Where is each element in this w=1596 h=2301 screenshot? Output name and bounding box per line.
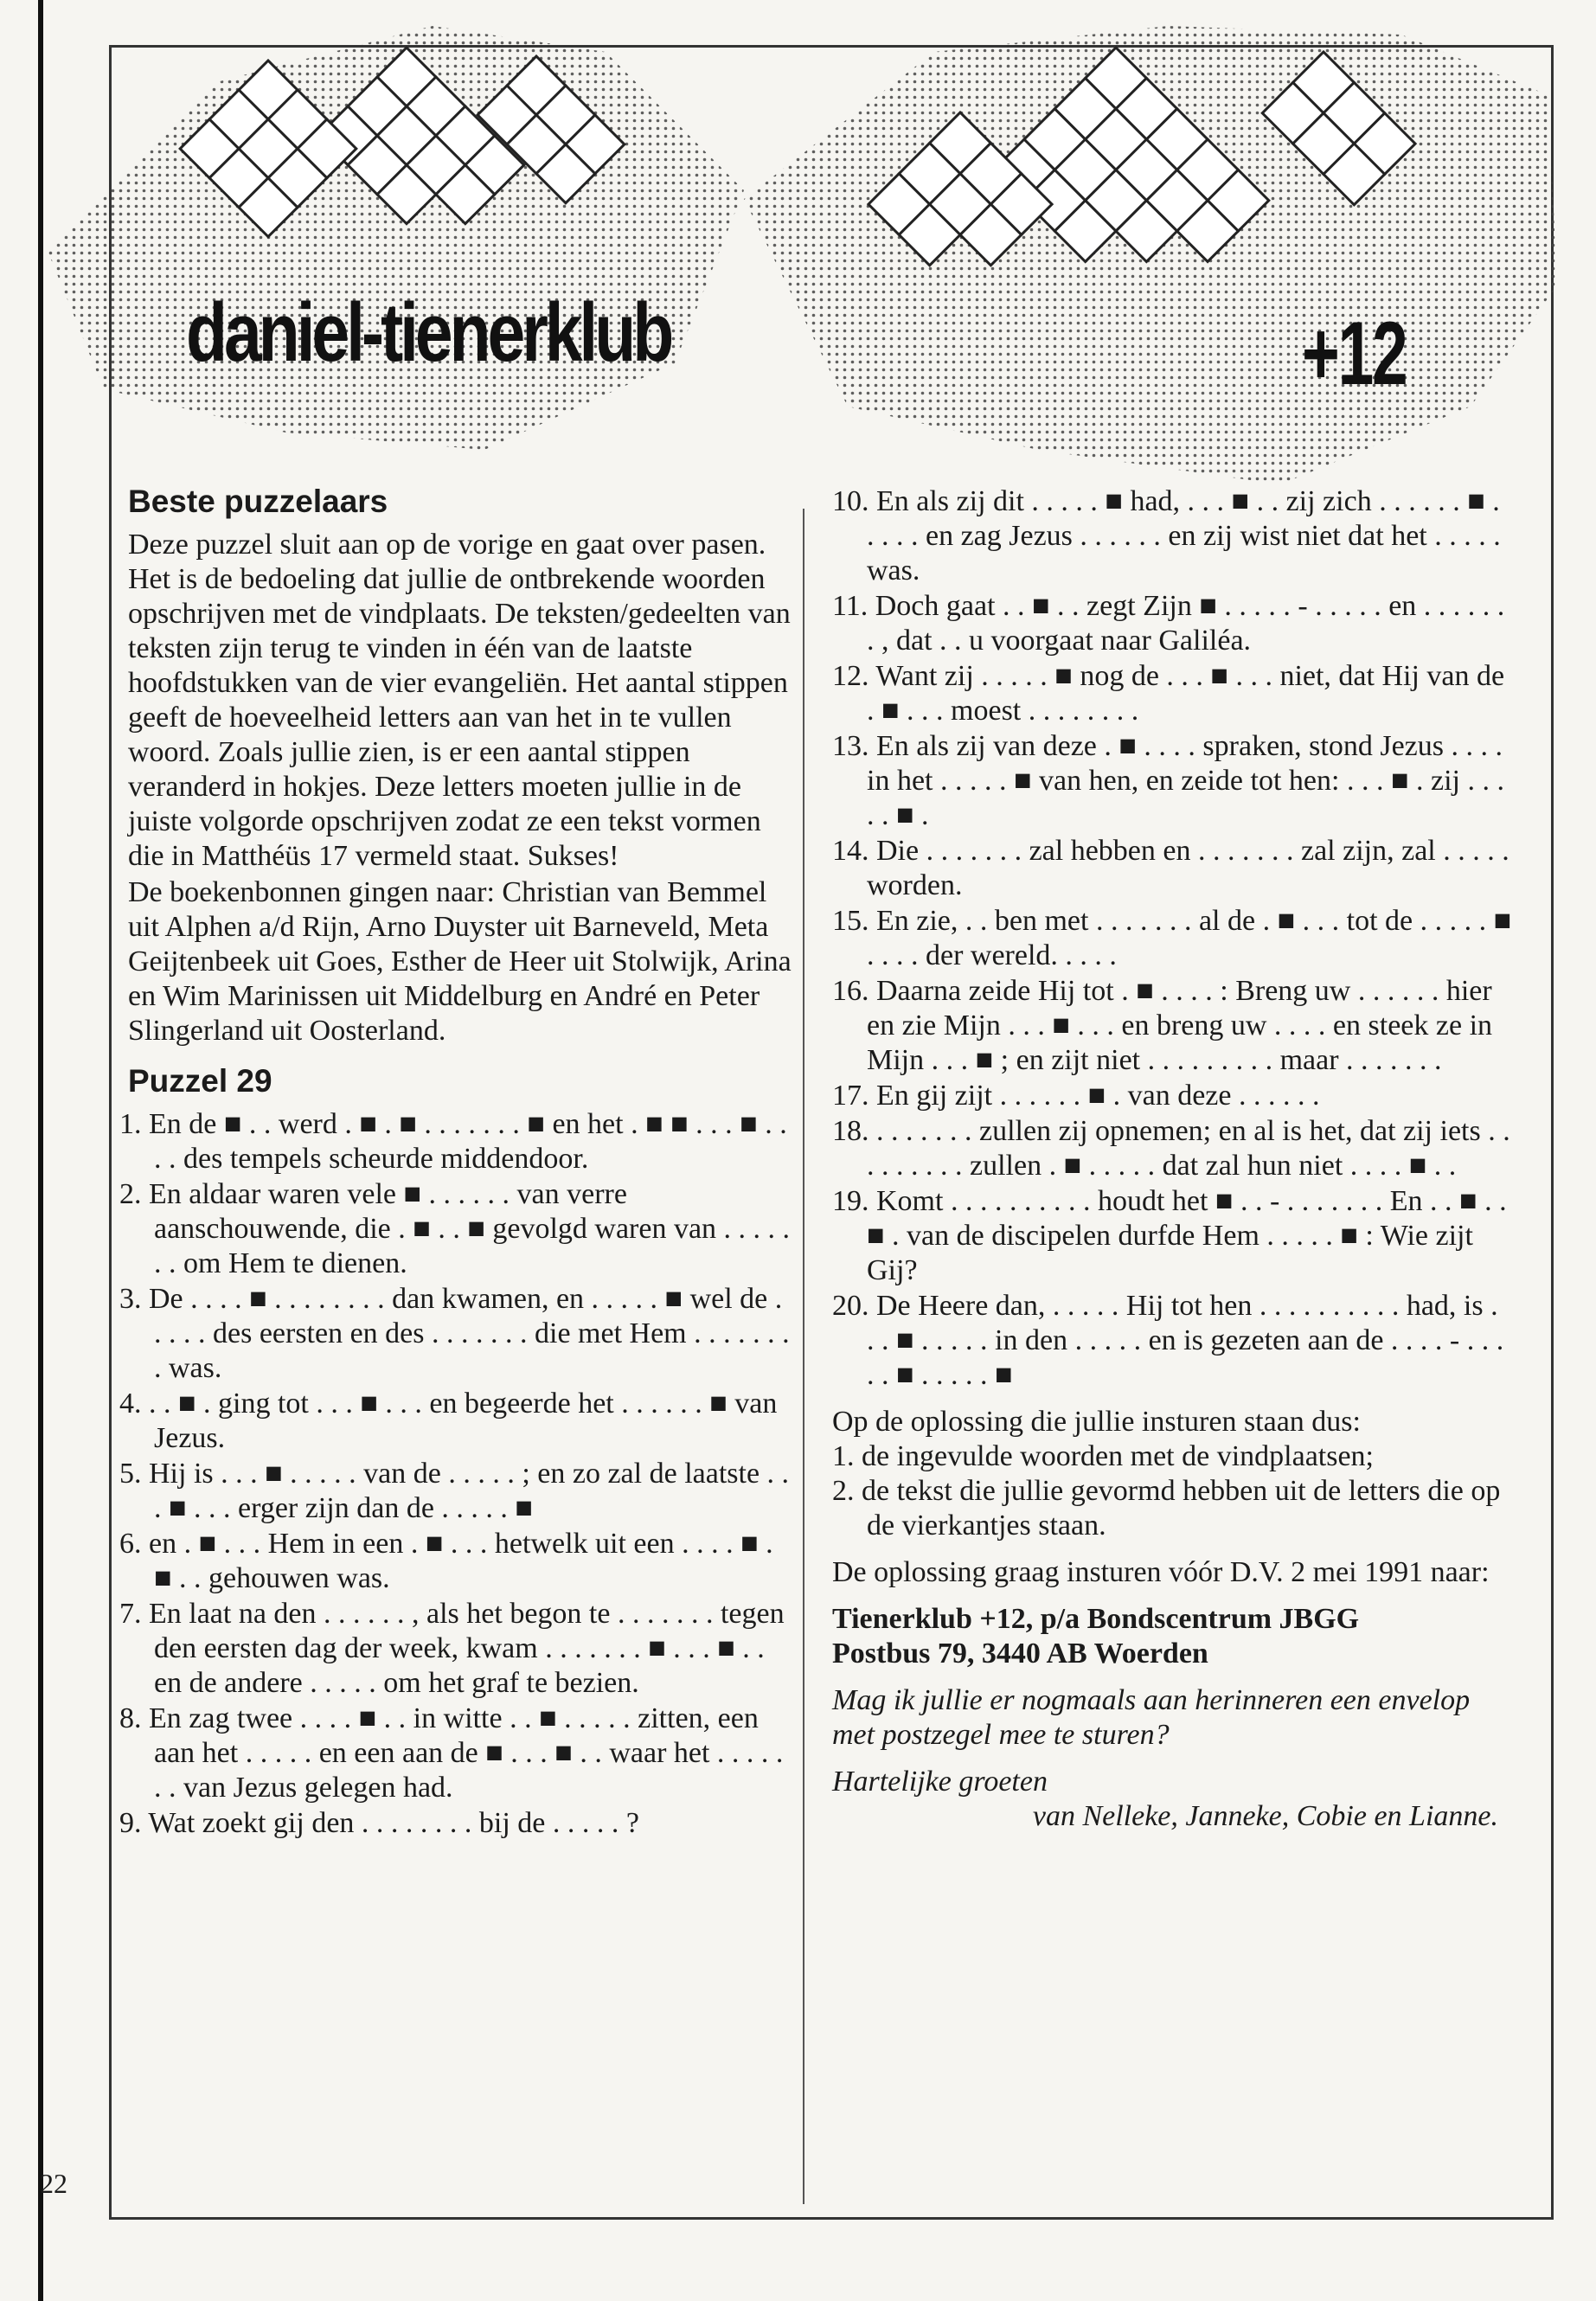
left-column — [119, 484, 798, 1842]
intro-text: Deze puzzel sluit aan op de vorige en gaat over pasen. Het is de bedoeling dat jullie de ontbrekende woorden opschrijven met de vindplaats. De teksten/gedeelten van teksten zijn terug te vinden in één van de laatste hoofdstukken van de vier evangeliën. Het aantal stippen geeft de hoeveelheid letters aan van het in te vullen woord. Zoals jullie zien, is er een aantal stippen veranderd in hokjes. Deze letters moeten jullie in de juiste volgorde opschrijven zodat ze een tekst vormen die in Matthéüs 17 vermeld staat. Sukses! — [128, 529, 791, 872]
question-text: En als zij van deze . ■ . . . . spraken, stond Jezus . . . . in het . . . . . ■ van hen, en zeide tot hen: . . . ■ . zij . . . . . ■ . — [867, 730, 1512, 831]
question-text: Hij is . . . ■ . . . . . van de . . . . . ; en zo zal de laatste . . . ■ . . . erger zijn dan de . . . . . ■ — [149, 1458, 797, 1524]
question-text: Want zij . . . . . ■ nog de . . . ■ . . . niet, dat Hij van de . ■ . . . moest . . . . . . . . — [867, 660, 1512, 727]
instruction-num: 2. — [832, 1475, 855, 1507]
puzzle-question — [119, 1806, 794, 1841]
question-text: . . . . . . . zullen zij opnemen; en al is het, dat zij iets . . . . . . . . . zullen . ■ . . . . . dat zal hun niet . . . . ■ . . — [867, 1115, 1518, 1182]
question-number: 19. — [832, 1185, 869, 1217]
question-text: en . ■ . . . Hem in een . ■ . . . hetwelk uit een . . . . ■ . ■ . . gehouwen was. — [149, 1528, 781, 1594]
deadline-text: De oplossing graag insturen vóór D.V. 2 mei 1991 naar: — [832, 1556, 1490, 1588]
question-number: 10. — [832, 485, 869, 517]
intro-heading: Beste puzzelaars — [128, 484, 388, 519]
puzzle-question — [832, 1289, 1512, 1393]
greeting: Hartelijke groeten — [832, 1766, 1048, 1798]
question-number: 3. — [119, 1283, 142, 1315]
question-text: Wat zoekt gij den . . . . . . . . bij de . . . . . ? — [148, 1807, 639, 1839]
right-column — [832, 484, 1519, 1834]
question-text: En zie, . . ben met . . . . . . . al de . ■ . . . tot de . . . . . ■ . . . . der wereld. . . . . — [867, 905, 1519, 971]
instruction-item — [832, 1474, 1512, 1543]
question-text: En de ■ . . werd . ■ . ■ . . . . . . . ■ en het . ■ ■ . . . ■ . . . . des tempels scheurde middendoor. — [149, 1108, 795, 1175]
question-number: 12. — [832, 660, 869, 692]
question-text: Komt . . . . . . . . . . houdt het ■ . . - . . . . . . . En . . ■ . . ■ . van de discipelen durfde Hem . . . . . ■ : Wie zijt Gij? — [867, 1185, 1515, 1286]
puzzle-question — [832, 904, 1519, 973]
question-list-right — [832, 484, 1519, 1393]
question-list-left — [119, 1107, 798, 1841]
puzzle-question — [119, 1387, 794, 1456]
puzzle-question — [119, 1282, 798, 1386]
question-text: Doch gaat . . ■ . . zegt Zijn ■ . . . . . - . . . . . en . . . . . . . , dat . . u voorgaat naar Galiléa. — [867, 590, 1512, 657]
question-number: 5. — [119, 1458, 142, 1490]
instruction-num: 1. — [832, 1440, 855, 1472]
question-number: 4. — [119, 1388, 142, 1420]
address-line-2: Postbus 79, 3440 AB Woerden — [832, 1638, 1208, 1670]
question-number: 1. — [119, 1108, 142, 1140]
club-title: daniel-tienerklub — [186, 286, 671, 379]
puzzle-question — [832, 484, 1512, 588]
page-number: 22 — [40, 2168, 67, 2199]
signature-names: van Nelleke, Janneke, Cobie en Lianne. — [1032, 1800, 1498, 1832]
puzzle-heading: Puzzel 29 — [128, 1063, 272, 1099]
puzzle-question — [119, 1702, 794, 1805]
question-number: 15. — [832, 905, 869, 937]
puzzle-question — [832, 974, 1512, 1078]
puzzle-question — [832, 1184, 1515, 1288]
question-text: De . . . . ■ . . . . . . . . dan kwamen, en . . . . . ■ wel de . . . . . des eersten en des . . . . . . . die met Hem . . . . . . . . was. — [149, 1283, 798, 1384]
question-number: 17. — [832, 1080, 869, 1112]
reminder-text: Mag ik jullie er nogmaals aan herinneren een envelop met postzegel mee te sturen? — [832, 1684, 1471, 1751]
question-text: En als zij dit . . . . . ■ had, . . . ■ . . zij zich . . . . . . ■ . . . . . en zag Jezus . . . . . . en zij wist niet dat het . . . . . was. — [867, 485, 1509, 586]
puzzle-question — [119, 1457, 797, 1526]
question-number: 6. — [119, 1528, 142, 1560]
question-number: 14. — [832, 835, 869, 867]
address-line-1: Tienerklub +12, p/a Bondscentrum JBGG — [832, 1603, 1360, 1635]
question-text: Die . . . . . . . zal hebben en . . . . . . . zal zijn, zal . . . . . worden. — [867, 835, 1517, 901]
question-text: En aldaar waren vele ■ . . . . . . van verre aanschouwende, die . ■ . . ■ gevolgd waren van . . . . . . . om Hem te dienen. — [149, 1178, 798, 1279]
winners-text: De boekenbonnen gingen naar: Christian van Bemmel uit Alphen a/d Rijn, Arno Duyster uit Barneveld, Meta Geijtenbeek uit Goes, Esther de Heer uit Stolwijk, Arina en Wim Marinissen uit Middelburg en André en Peter Slingerland uit Oosterland. — [128, 876, 792, 1047]
question-text: Daarna zeide Hij tot . ■ . . . . : Breng uw . . . . . . hier en zie Mijn . . . ■ . . . en breng uw . . . . en steek ze in Mijn . . . ■ ; en zijt niet . . . . . . . . . maar . . . . . . . — [867, 975, 1500, 1076]
puzzle-question — [832, 729, 1512, 833]
puzzle-question — [832, 1079, 1512, 1113]
column-divider — [803, 509, 804, 2204]
puzzle-question — [119, 1177, 798, 1281]
puzzle-question — [119, 1527, 794, 1596]
instructions — [832, 1405, 1512, 1543]
instruction-text: de tekst die jullie gevormd hebben uit de letters die op de vierkantjes staan. — [862, 1475, 1501, 1541]
question-number: 8. — [119, 1702, 142, 1734]
instruction-item — [832, 1439, 1512, 1474]
question-number: 2. — [119, 1178, 142, 1210]
instructions-intro: Op de oplossing die jullie insturen staan dus: — [832, 1406, 1361, 1438]
question-number: 9. — [119, 1807, 142, 1839]
question-number: 7. — [119, 1598, 142, 1630]
puzzle-question — [119, 1107, 794, 1176]
puzzle-question — [832, 659, 1512, 728]
puzzle-question — [832, 834, 1517, 903]
question-number: 18. — [832, 1115, 869, 1147]
puzzle-question — [832, 1114, 1518, 1183]
question-text: . . ■ . ging tot . . . ■ . . . en begeerde het . . . . . . ■ van Jezus. — [149, 1388, 785, 1454]
question-text: De Heere dan, . . . . . Hij tot hen . . . . . . . . . . had, is . . . ■ . . . . . in den . . . . . en is gezeten aan de . . . . - . . . . . ■ . . . . . ■ — [867, 1290, 1511, 1391]
club-age-label: +12 — [1302, 304, 1407, 404]
question-number: 20. — [832, 1290, 869, 1322]
header-decoration — [0, 0, 1596, 484]
mailing-address — [832, 1602, 1512, 1671]
question-text: En gij zijt . . . . . . ■ . van deze . . . . . . — [876, 1080, 1320, 1112]
puzzle-question — [832, 589, 1512, 658]
puzzle-question — [119, 1597, 794, 1701]
question-text: En laat na den . . . . . . , als het begon te . . . . . . . tegen den eersten dag der week, kwam . . . . . . . ■ . . . ■ . . en de andere . . . . . om het graf te bezien. — [149, 1598, 792, 1699]
question-number: 16. — [832, 975, 869, 1007]
question-number: 11. — [832, 590, 869, 622]
question-number: 13. — [832, 730, 869, 762]
instruction-text: de ingevulde woorden met de vindplaatsen; — [862, 1440, 1374, 1472]
question-text: En zag twee . . . . ■ . . in witte . . ■ . . . . . zitten, een aan het . . . . . en een aan de ■ . . . ■ . . waar het . . . . . . . van Jezus gelegen had. — [149, 1702, 791, 1804]
